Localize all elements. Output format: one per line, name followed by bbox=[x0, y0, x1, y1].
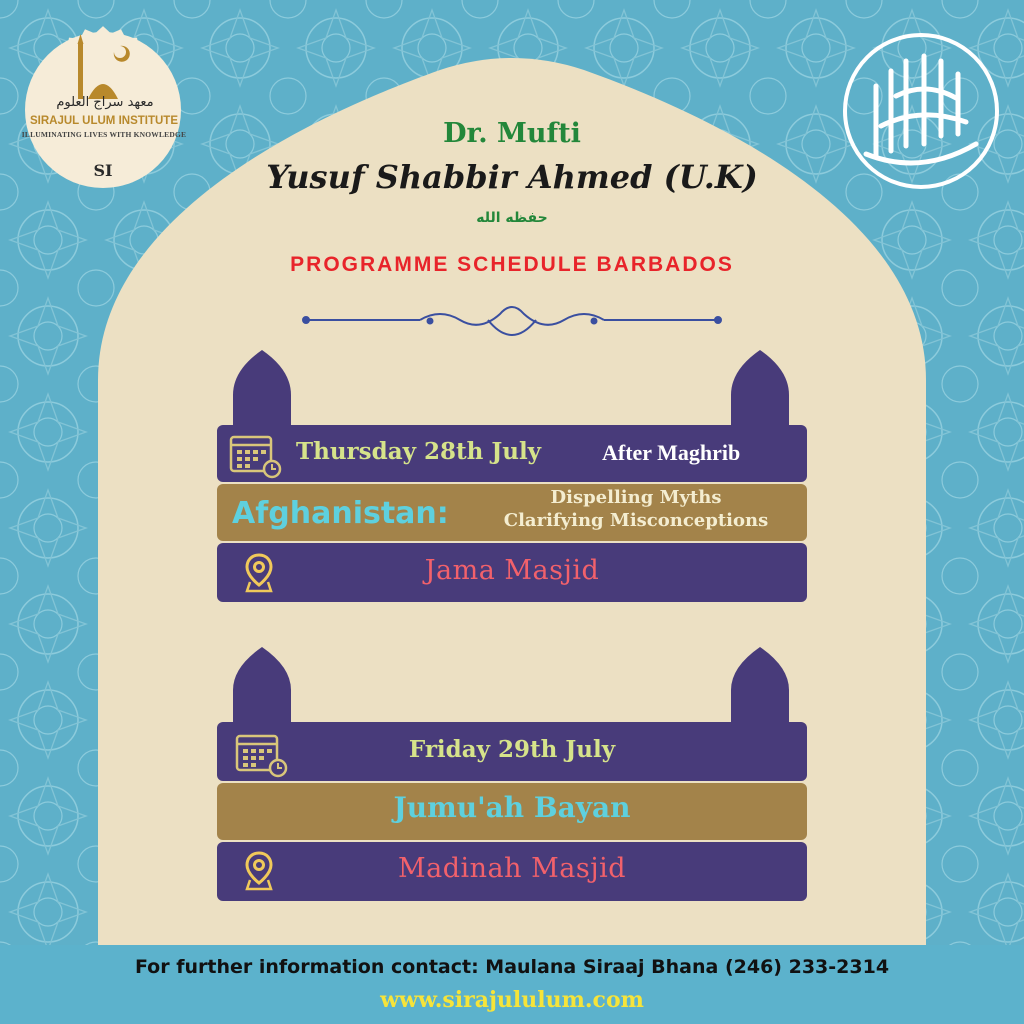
svg-text:SI: SI bbox=[93, 161, 113, 180]
calendar-icon bbox=[228, 432, 284, 480]
event1-date: Thursday 28th July bbox=[296, 438, 542, 465]
logo-arabic: معهد سراج العلوم bbox=[56, 95, 154, 110]
event2-topic: Jumu'ah Bayan bbox=[393, 791, 631, 824]
footer-website-link[interactable]: www.sirajululum.com bbox=[380, 987, 644, 1013]
event1-venue: Jama Masjid bbox=[424, 555, 600, 586]
honorific: حفظه الله bbox=[476, 210, 548, 226]
logo-tagline: ILLUMINATING LIVES WITH KNOWLEDGE bbox=[21, 130, 187, 139]
event1-topic: Afghanistan: bbox=[232, 496, 449, 531]
logo-name: SIRAJUL ULUM INSTITUTE bbox=[29, 115, 178, 127]
event1-time: After Maghrib bbox=[602, 440, 741, 465]
event1-subtitle: Dispelling Myths Clarifying Misconceptions bbox=[503, 487, 769, 531]
title-line1: Dr. Mufti bbox=[443, 118, 581, 149]
footer-contact: For further information contact: Maulana Siraaj Bhana (246) 233-2314 bbox=[134, 956, 890, 978]
programme-title: PROGRAMME SCHEDULE BARBADOS bbox=[290, 253, 734, 276]
event2-date: Friday 29th July bbox=[408, 736, 616, 763]
title-name: Yusuf Shabbir Ahmed (U.K) bbox=[266, 158, 758, 196]
event2-venue: Madinah Masjid bbox=[397, 853, 626, 884]
